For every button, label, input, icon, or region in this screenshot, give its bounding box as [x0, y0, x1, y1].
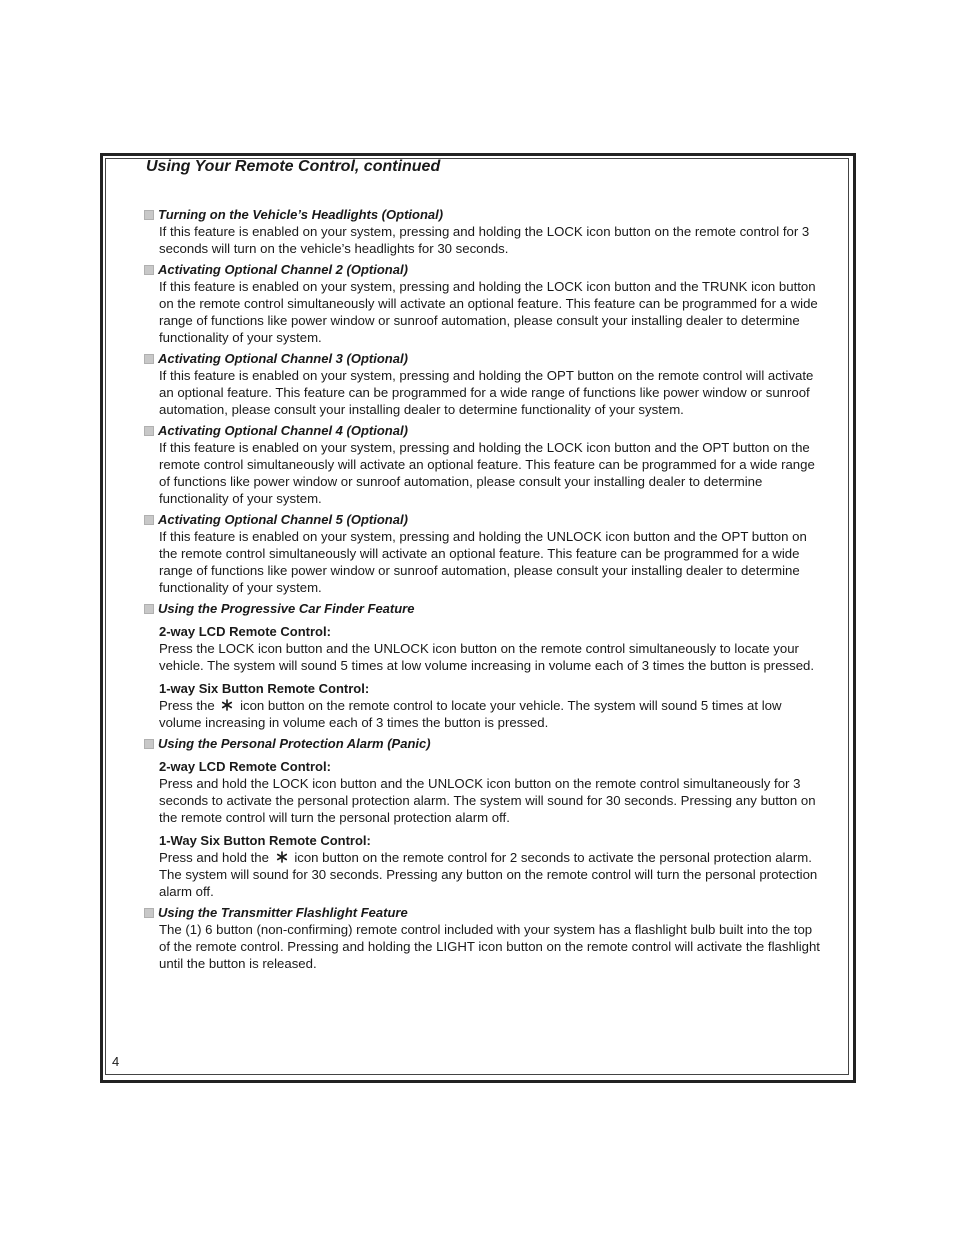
- square-bullet-icon: [144, 515, 154, 525]
- section-heading: [144, 350, 820, 367]
- section-title: Activating Optional Channel 5 (Optional): [158, 512, 408, 527]
- subsection-body: [159, 697, 820, 731]
- subsection-1way: [159, 832, 820, 900]
- section-body: The (1) 6 button (non-confirming) remote control included with your system has a flashlight bulb built into the top of the remote control. Pressing and holding the LIGHT icon button on the remote control will activate the flashlight until the button is released.: [159, 922, 820, 971]
- section-heading: [144, 600, 820, 617]
- section-title: Using the Transmitter Flashlight Feature: [158, 905, 408, 920]
- section-body: If this feature is enabled on your system, pressing and holding the LOCK icon button and the OPT button on the remote control simultaneously will activate an optional feature. This feature can be programmed for a wide range of functions like power window or sunroof automation, please consult your installing dealer to determine functionality of your system.: [159, 440, 815, 506]
- section-heading: [144, 422, 820, 439]
- section-body: If this feature is enabled on your system, pressing and holding the OPT button on the remote control will activate an optional feature. This feature can be programmed for a wide range of functions like power window or sunroof automation, please consult your installing dealer to determine functionality of your system.: [159, 368, 814, 417]
- subsection-title: 2-way LCD Remote Control:: [159, 624, 331, 639]
- section-title: Activating Optional Channel 3 (Optional): [158, 351, 408, 366]
- section-headlights: [144, 206, 820, 257]
- section-title: Turning on the Vehicle’s Headlights (Optional): [158, 207, 444, 222]
- section-channel-2: [144, 261, 820, 346]
- body-text-before-icon: Press the: [159, 698, 215, 713]
- subsection-title: 1-Way Six Button Remote Control:: [159, 833, 371, 848]
- section-heading: [144, 735, 820, 752]
- subsection-title: 1-way Six Button Remote Control:: [159, 681, 370, 696]
- page-number: 4: [112, 1054, 120, 1069]
- section-heading: [144, 206, 820, 223]
- page-content: [144, 206, 820, 976]
- subsection-body: Press and hold the LOCK icon button and the UNLOCK icon button on the remote control simultaneously for 3 seconds to activate the personal protection alarm. The system will sound for 30 seconds. Pressing any button on the remote control will turn the personal protection alarm off.: [159, 776, 816, 825]
- subsection-2way: [159, 758, 820, 826]
- section-heading: [144, 904, 820, 921]
- section-body: If this feature is enabled on your system, pressing and holding the UNLOCK icon button and the OPT button on the remote control simultaneously will activate an optional feature. This feature can be programmed for a wide range of functions like power window or sunroof automation, please consult your installing dealer to determine functionality of your system.: [159, 529, 807, 595]
- star-icon: [276, 851, 288, 863]
- section-title: Activating Optional Channel 4 (Optional): [158, 423, 408, 438]
- square-bullet-icon: [144, 265, 154, 275]
- subsection-2way: [159, 623, 820, 674]
- body-text-after-icon: icon button on the remote control to locate your vehicle. The system will sound 5 times at low volume increasing in volume each of 3 times the button is pressed.: [159, 698, 782, 730]
- subsection-body: [159, 849, 820, 900]
- subsection-body: Press the LOCK icon button and the UNLOCK icon button on the remote control simultaneously to locate your vehicle. The system will sound 5 times at low volume increasing in volume each of 3 times the button is pressed.: [159, 641, 815, 673]
- page-title: Using Your Remote Control, continued: [146, 158, 441, 175]
- section-heading: [144, 261, 820, 278]
- section-title: Activating Optional Channel 2 (Optional): [158, 262, 408, 277]
- square-bullet-icon: [144, 426, 154, 436]
- section-body: If this feature is enabled on your system, pressing and holding the LOCK icon button and the TRUNK icon button on the remote control simultaneously will activate an optional feature. This feature can be programmed for a wide range of functions like power window or sunroof automation, please consult your installing dealer to determine functionality of your system.: [159, 279, 818, 345]
- section-title: Using the Progressive Car Finder Feature: [158, 601, 415, 616]
- body-text-after-icon: icon button on the remote control for 2 seconds to activate the personal protection alarm. The system will sound for 30 seconds. Pressing any button on the remote control will turn the personal protection alarm off.: [159, 850, 818, 899]
- section-heading: [144, 511, 820, 528]
- section-panic: [144, 735, 820, 900]
- square-bullet-icon: [144, 908, 154, 918]
- star-icon: [221, 699, 233, 711]
- section-channel-5: [144, 511, 820, 596]
- square-bullet-icon: [144, 604, 154, 614]
- square-bullet-icon: [144, 210, 154, 220]
- subsection-title: 2-way LCD Remote Control:: [159, 759, 331, 774]
- section-car-finder: [144, 600, 820, 731]
- square-bullet-icon: [144, 739, 154, 749]
- section-flashlight: [144, 904, 820, 972]
- body-text-before-icon: Press and hold the: [159, 850, 269, 865]
- section-channel-4: [144, 422, 820, 507]
- section-channel-3: [144, 350, 820, 418]
- subsection-1way: [159, 680, 820, 731]
- section-body: If this feature is enabled on your system, pressing and holding the LOCK icon button on the remote control for 3 seconds will turn on the vehicle’s headlights for 30 seconds.: [159, 224, 810, 256]
- square-bullet-icon: [144, 354, 154, 364]
- section-title: Using the Personal Protection Alarm (Panic): [158, 736, 431, 751]
